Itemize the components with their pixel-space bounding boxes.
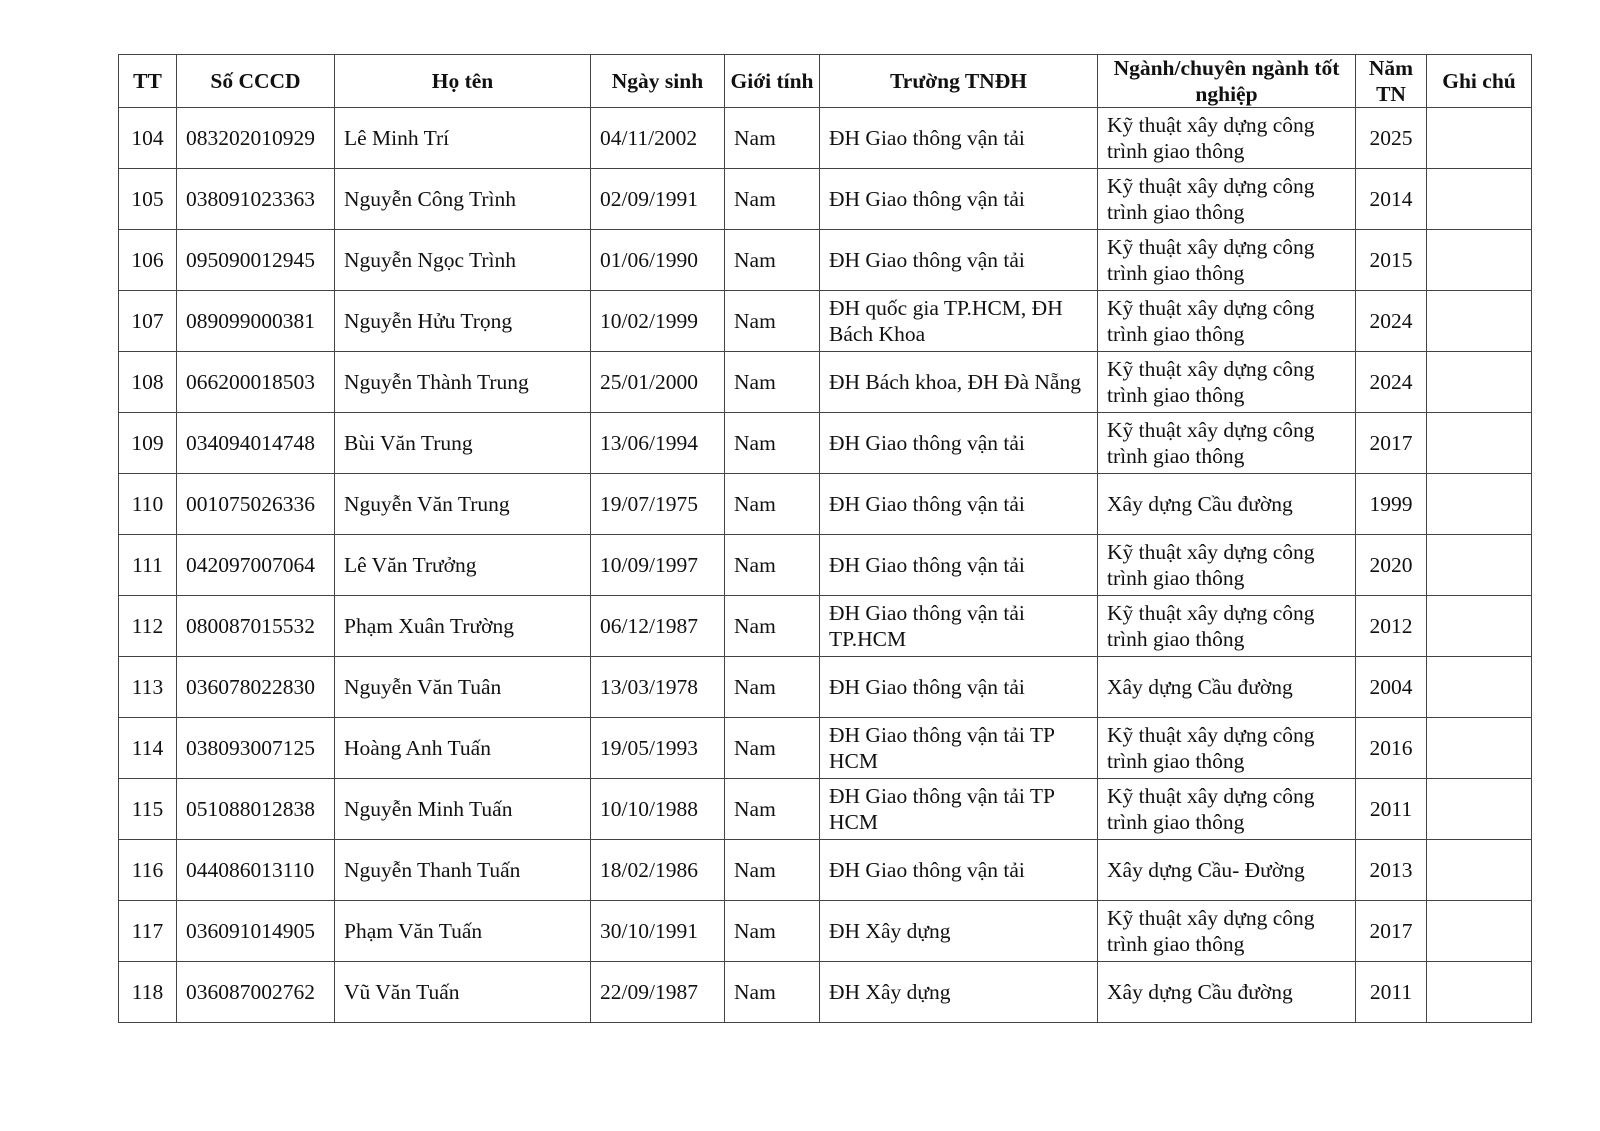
- cell-name: Nguyễn Hửu Trọng: [335, 291, 591, 352]
- cell-year: 2004: [1356, 657, 1427, 718]
- cell-year: 2020: [1356, 535, 1427, 596]
- cell-dob: 13/03/1978: [591, 657, 725, 718]
- cell-cccd: 051088012838: [177, 779, 335, 840]
- cell-name: Nguyễn Minh Tuấn: [335, 779, 591, 840]
- cell-major: Kỹ thuật xây dựng công trình giao thông: [1098, 901, 1356, 962]
- cell-note: [1427, 718, 1532, 779]
- cell-cccd: 038091023363: [177, 169, 335, 230]
- cell-tt: 111: [119, 535, 177, 596]
- cell-note: [1427, 596, 1532, 657]
- cell-note: [1427, 230, 1532, 291]
- cell-year: 1999: [1356, 474, 1427, 535]
- cell-dob: 25/01/2000: [591, 352, 725, 413]
- cell-major: Kỹ thuật xây dựng công trình giao thông: [1098, 230, 1356, 291]
- cell-cccd: 044086013110: [177, 840, 335, 901]
- cell-school: ĐH Giao thông vận tải: [820, 413, 1098, 474]
- cell-year: 2016: [1356, 718, 1427, 779]
- cell-note: [1427, 169, 1532, 230]
- header-cccd: Số CCCD: [177, 55, 335, 108]
- cell-cccd: 036078022830: [177, 657, 335, 718]
- header-note: Ghi chú: [1427, 55, 1532, 108]
- cell-school: ĐH Giao thông vận tải TP HCM: [820, 718, 1098, 779]
- cell-gender: Nam: [725, 596, 820, 657]
- cell-school: ĐH Giao thông vận tải: [820, 108, 1098, 169]
- cell-year: 2013: [1356, 840, 1427, 901]
- cell-dob: 30/10/1991: [591, 901, 725, 962]
- cell-tt: 105: [119, 169, 177, 230]
- cell-tt: 107: [119, 291, 177, 352]
- header-dob: Ngày sinh: [591, 55, 725, 108]
- cell-name: Phạm Xuân Trường: [335, 596, 591, 657]
- cell-cccd: 038093007125: [177, 718, 335, 779]
- table-row: [119, 413, 1532, 474]
- cell-note: [1427, 657, 1532, 718]
- cell-year: 2025: [1356, 108, 1427, 169]
- cell-gender: Nam: [725, 901, 820, 962]
- cell-gender: Nam: [725, 230, 820, 291]
- cell-name: Lê Văn Trưởng: [335, 535, 591, 596]
- cell-major: Xây dựng Cầu đường: [1098, 657, 1356, 718]
- candidate-table: [118, 54, 1532, 1023]
- cell-gender: Nam: [725, 474, 820, 535]
- cell-name: Nguyễn Ngọc Trình: [335, 230, 591, 291]
- cell-major: Kỹ thuật xây dựng công trình giao thông: [1098, 779, 1356, 840]
- cell-gender: Nam: [725, 169, 820, 230]
- cell-tt: 104: [119, 108, 177, 169]
- cell-note: [1427, 352, 1532, 413]
- cell-cccd: 095090012945: [177, 230, 335, 291]
- cell-note: [1427, 901, 1532, 962]
- table-row: [119, 108, 1532, 169]
- table-row: [119, 535, 1532, 596]
- table-row: [119, 901, 1532, 962]
- cell-school: ĐH Giao thông vận tải: [820, 169, 1098, 230]
- cell-cccd: 036091014905: [177, 901, 335, 962]
- cell-school: ĐH Giao thông vận tải TP.HCM: [820, 596, 1098, 657]
- cell-major: Kỹ thuật xây dựng công trình giao thông: [1098, 169, 1356, 230]
- cell-school: ĐH Giao thông vận tải: [820, 840, 1098, 901]
- cell-tt: 106: [119, 230, 177, 291]
- cell-tt: 114: [119, 718, 177, 779]
- cell-major: Xây dựng Cầu- Đường: [1098, 840, 1356, 901]
- cell-year: 2024: [1356, 291, 1427, 352]
- cell-tt: 113: [119, 657, 177, 718]
- table-row: [119, 962, 1532, 1023]
- cell-tt: 108: [119, 352, 177, 413]
- table-row: [119, 657, 1532, 718]
- cell-school: ĐH Giao thông vận tải: [820, 535, 1098, 596]
- cell-dob: 06/12/1987: [591, 596, 725, 657]
- cell-name: Bùi Văn Trung: [335, 413, 591, 474]
- cell-note: [1427, 840, 1532, 901]
- cell-cccd: 034094014748: [177, 413, 335, 474]
- cell-dob: 10/10/1988: [591, 779, 725, 840]
- cell-year: 2011: [1356, 962, 1427, 1023]
- cell-year: 2015: [1356, 230, 1427, 291]
- cell-gender: Nam: [725, 840, 820, 901]
- cell-name: Nguyễn Thanh Tuấn: [335, 840, 591, 901]
- cell-gender: Nam: [725, 108, 820, 169]
- header-major: Ngành/chuyên ngành tốt nghiệp: [1098, 55, 1356, 108]
- cell-dob: 10/09/1997: [591, 535, 725, 596]
- table-row: [119, 230, 1532, 291]
- cell-school: ĐH Xây dựng: [820, 901, 1098, 962]
- cell-school: ĐH Giao thông vận tải: [820, 230, 1098, 291]
- cell-dob: 13/06/1994: [591, 413, 725, 474]
- cell-tt: 117: [119, 901, 177, 962]
- header-school: Trường TNĐH: [820, 55, 1098, 108]
- cell-school: ĐH Xây dựng: [820, 962, 1098, 1023]
- cell-major: Kỹ thuật xây dựng công trình giao thông: [1098, 108, 1356, 169]
- cell-gender: Nam: [725, 413, 820, 474]
- cell-name: Nguyễn Văn Tuân: [335, 657, 591, 718]
- cell-name: Lê Minh Trí: [335, 108, 591, 169]
- header-tt: TT: [119, 55, 177, 108]
- cell-major: Kỹ thuật xây dựng công trình giao thông: [1098, 291, 1356, 352]
- table-body: [119, 108, 1532, 1023]
- cell-year: 2011: [1356, 779, 1427, 840]
- cell-cccd: 042097007064: [177, 535, 335, 596]
- header-year: Năm TN: [1356, 55, 1427, 108]
- cell-major: Xây dựng Cầu đường: [1098, 474, 1356, 535]
- cell-name: Nguyễn Công Trình: [335, 169, 591, 230]
- table-row: [119, 352, 1532, 413]
- cell-name: Hoàng Anh Tuấn: [335, 718, 591, 779]
- cell-gender: Nam: [725, 962, 820, 1023]
- cell-dob: 01/06/1990: [591, 230, 725, 291]
- cell-name: Vũ Văn Tuấn: [335, 962, 591, 1023]
- cell-dob: 04/11/2002: [591, 108, 725, 169]
- cell-tt: 115: [119, 779, 177, 840]
- cell-gender: Nam: [725, 657, 820, 718]
- cell-note: [1427, 779, 1532, 840]
- cell-year: 2017: [1356, 413, 1427, 474]
- cell-major: Kỹ thuật xây dựng công trình giao thông: [1098, 596, 1356, 657]
- cell-gender: Nam: [725, 779, 820, 840]
- cell-dob: 18/02/1986: [591, 840, 725, 901]
- cell-year: 2024: [1356, 352, 1427, 413]
- cell-note: [1427, 291, 1532, 352]
- cell-school: ĐH Giao thông vận tải TP HCM: [820, 779, 1098, 840]
- table-row: [119, 596, 1532, 657]
- cell-major: Kỹ thuật xây dựng công trình giao thông: [1098, 535, 1356, 596]
- cell-major: Xây dựng Cầu đường: [1098, 962, 1356, 1023]
- table-row: [119, 169, 1532, 230]
- table-row: [119, 474, 1532, 535]
- cell-note: [1427, 108, 1532, 169]
- table-row: [119, 718, 1532, 779]
- header-gender: Giới tính: [725, 55, 820, 108]
- cell-name: Nguyễn Thành Trung: [335, 352, 591, 413]
- cell-gender: Nam: [725, 718, 820, 779]
- cell-name: Nguyễn Văn Trung: [335, 474, 591, 535]
- cell-major: Kỹ thuật xây dựng công trình giao thông: [1098, 413, 1356, 474]
- table-row: [119, 840, 1532, 901]
- cell-cccd: 036087002762: [177, 962, 335, 1023]
- cell-tt: 118: [119, 962, 177, 1023]
- header-name: Họ tên: [335, 55, 591, 108]
- cell-school: ĐH quốc gia TP.HCM, ĐH Bách Khoa: [820, 291, 1098, 352]
- cell-dob: 02/09/1991: [591, 169, 725, 230]
- cell-cccd: 001075026336: [177, 474, 335, 535]
- cell-major: Kỹ thuật xây dựng công trình giao thông: [1098, 352, 1356, 413]
- cell-cccd: 089099000381: [177, 291, 335, 352]
- cell-tt: 110: [119, 474, 177, 535]
- cell-note: [1427, 413, 1532, 474]
- cell-tt: 112: [119, 596, 177, 657]
- cell-school: ĐH Bách khoa, ĐH Đà Nẵng: [820, 352, 1098, 413]
- cell-note: [1427, 962, 1532, 1023]
- table-row: [119, 291, 1532, 352]
- cell-tt: 116: [119, 840, 177, 901]
- cell-gender: Nam: [725, 291, 820, 352]
- cell-year: 2012: [1356, 596, 1427, 657]
- cell-name: Phạm Văn Tuấn: [335, 901, 591, 962]
- table-header-row: [119, 55, 1532, 108]
- cell-school: ĐH Giao thông vận tải: [820, 474, 1098, 535]
- cell-cccd: 080087015532: [177, 596, 335, 657]
- cell-dob: 22/09/1987: [591, 962, 725, 1023]
- cell-year: 2017: [1356, 901, 1427, 962]
- cell-gender: Nam: [725, 535, 820, 596]
- cell-tt: 109: [119, 413, 177, 474]
- cell-dob: 19/07/1975: [591, 474, 725, 535]
- cell-school: ĐH Giao thông vận tải: [820, 657, 1098, 718]
- cell-note: [1427, 535, 1532, 596]
- cell-note: [1427, 474, 1532, 535]
- cell-major: Kỹ thuật xây dựng công trình giao thông: [1098, 718, 1356, 779]
- cell-cccd: 066200018503: [177, 352, 335, 413]
- cell-gender: Nam: [725, 352, 820, 413]
- cell-year: 2014: [1356, 169, 1427, 230]
- table-row: [119, 779, 1532, 840]
- cell-cccd: 083202010929: [177, 108, 335, 169]
- cell-dob: 19/05/1993: [591, 718, 725, 779]
- cell-dob: 10/02/1999: [591, 291, 725, 352]
